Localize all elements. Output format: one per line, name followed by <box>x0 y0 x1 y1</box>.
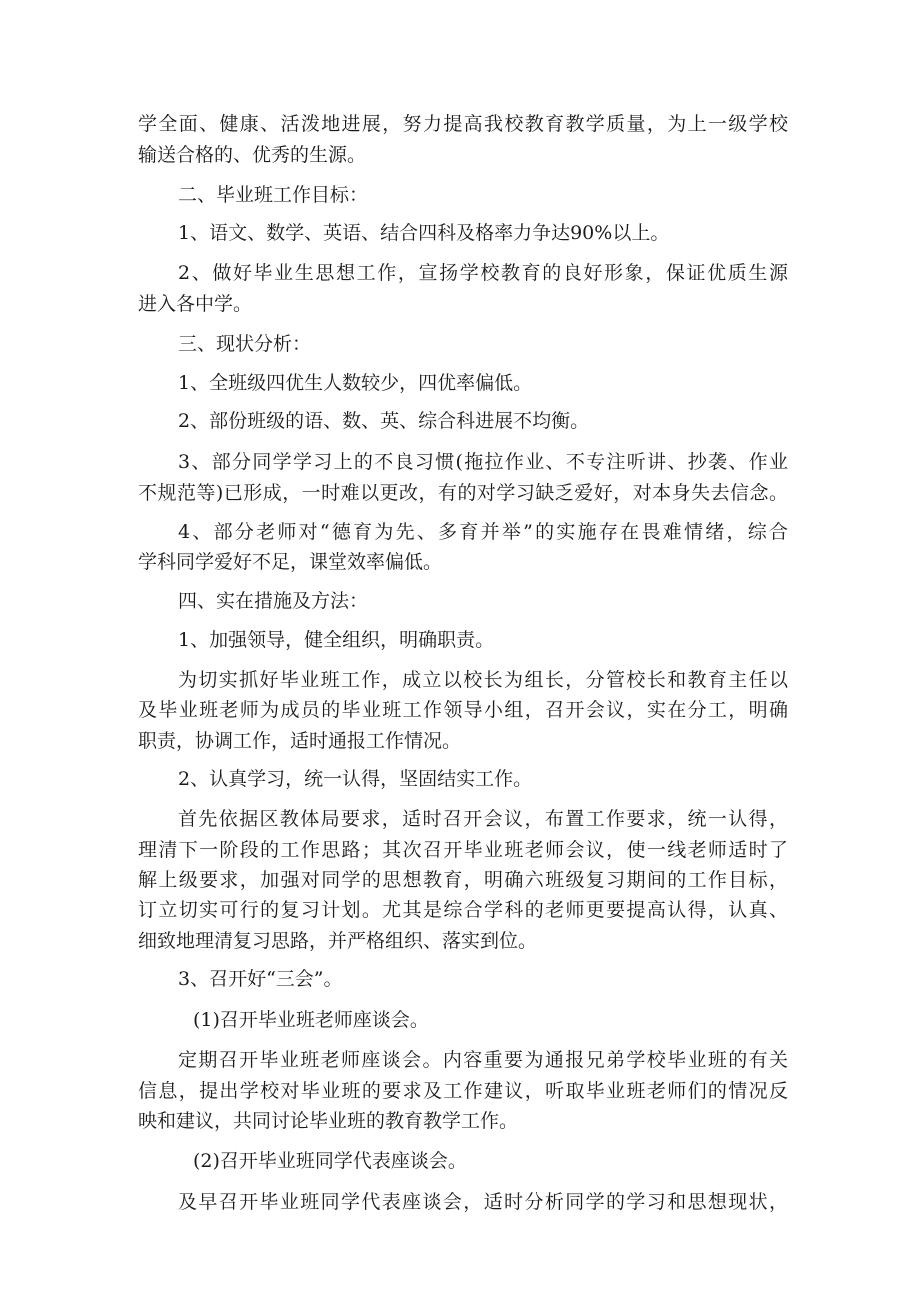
text-line: 2、部份班级的语、数、英、综合科进展不均衡。 <box>178 410 590 432</box>
text-line: 理清下一阶段的工作思路；其次召开毕业班老师会议，使一线老师适时了 <box>138 839 788 861</box>
text-line: 4、部分老师对“德育为先、多育并举”的实施存在畏难情绪，综合 <box>178 521 788 543</box>
text-line: 2、做好毕业生思想工作，宣扬学校教育的良好形象，保证优质生源 <box>178 262 788 284</box>
text-line: 1、加强领导，健全组织，明确职责。 <box>178 629 495 651</box>
text-line: 2、认真学习，统一认得，坚固结实工作。 <box>178 768 533 790</box>
text-line: 学全面、健康、活泼地进展，努力提高我校教育教学质量，为上一级学校 <box>138 113 788 135</box>
text-line: 输送合格的、优秀的生源。 <box>138 144 367 166</box>
text-line: 1、语文、数学、英语、结合四科及格率力争达90%以上。 <box>178 222 670 244</box>
text-line: 解上级要求，加强对同学的思想教育，明确六班级复习期间的工作目标， <box>138 869 788 891</box>
text-line: 细致地理清复习思路，并严格组织、落实到位。 <box>138 930 538 952</box>
text-line: 首先依据区教体局要求，适时召开会议，布置工作要求，统一认得， <box>178 808 788 830</box>
text-line: 映和建议，共同讨论毕业班的教育教学工作。 <box>138 1110 519 1132</box>
text-line: 信息，提出学校对毕业班的要求及工作建议，听取毕业班老师们的情况反 <box>138 1080 788 1102</box>
text-line: 及早召开毕业班同学代表座谈会，适时分析同学的学习和思想现状， <box>178 1191 788 1213</box>
section-heading: 三、现状分析： <box>178 333 312 355</box>
text-line: 1、全班级四优生人数较少，四优率偏低。 <box>178 372 533 394</box>
text-line: 为切实抓好毕业班工作，成立以校长为组长，分管校长和教育主任以 <box>178 669 788 691</box>
text-line: 及毕业班老师为成员的毕业班工作领导小组，召开会议，实在分工，明确 <box>138 699 788 721</box>
section-heading: 四、实在措施及方法： <box>178 590 369 612</box>
section-heading: 二、毕业班工作目标： <box>178 184 369 206</box>
text-line: 职责，协调工作，适时通报工作情况。 <box>138 730 462 752</box>
text-line: 进入各中学。 <box>138 293 253 315</box>
text-line: 订立切实可行的复习计划。尤其是综合学科的老师更要提高认得，认真、 <box>138 899 788 921</box>
text-line: (1)召开毕业班老师座谈会。 <box>193 1009 429 1031</box>
text-line: (2)召开毕业班同学代表座谈会。 <box>193 1150 467 1172</box>
text-line: 不规范等)已形成，一时难以更改，有的对学习缺乏爱好，对本身失去信念。 <box>138 482 788 504</box>
text-line: 学科同学爱好不足，课堂效率偏低。 <box>138 551 443 573</box>
text-line: 3、部分同学学习上的不良习惯(拖拉作业、不专注听讲、抄袭、作业 <box>178 451 788 473</box>
text-line: 3、召开好“三会”。 <box>178 968 343 990</box>
text-line: 定期召开毕业班老师座谈会。内容重要为通报兄弟学校毕业班的有关 <box>178 1049 788 1071</box>
